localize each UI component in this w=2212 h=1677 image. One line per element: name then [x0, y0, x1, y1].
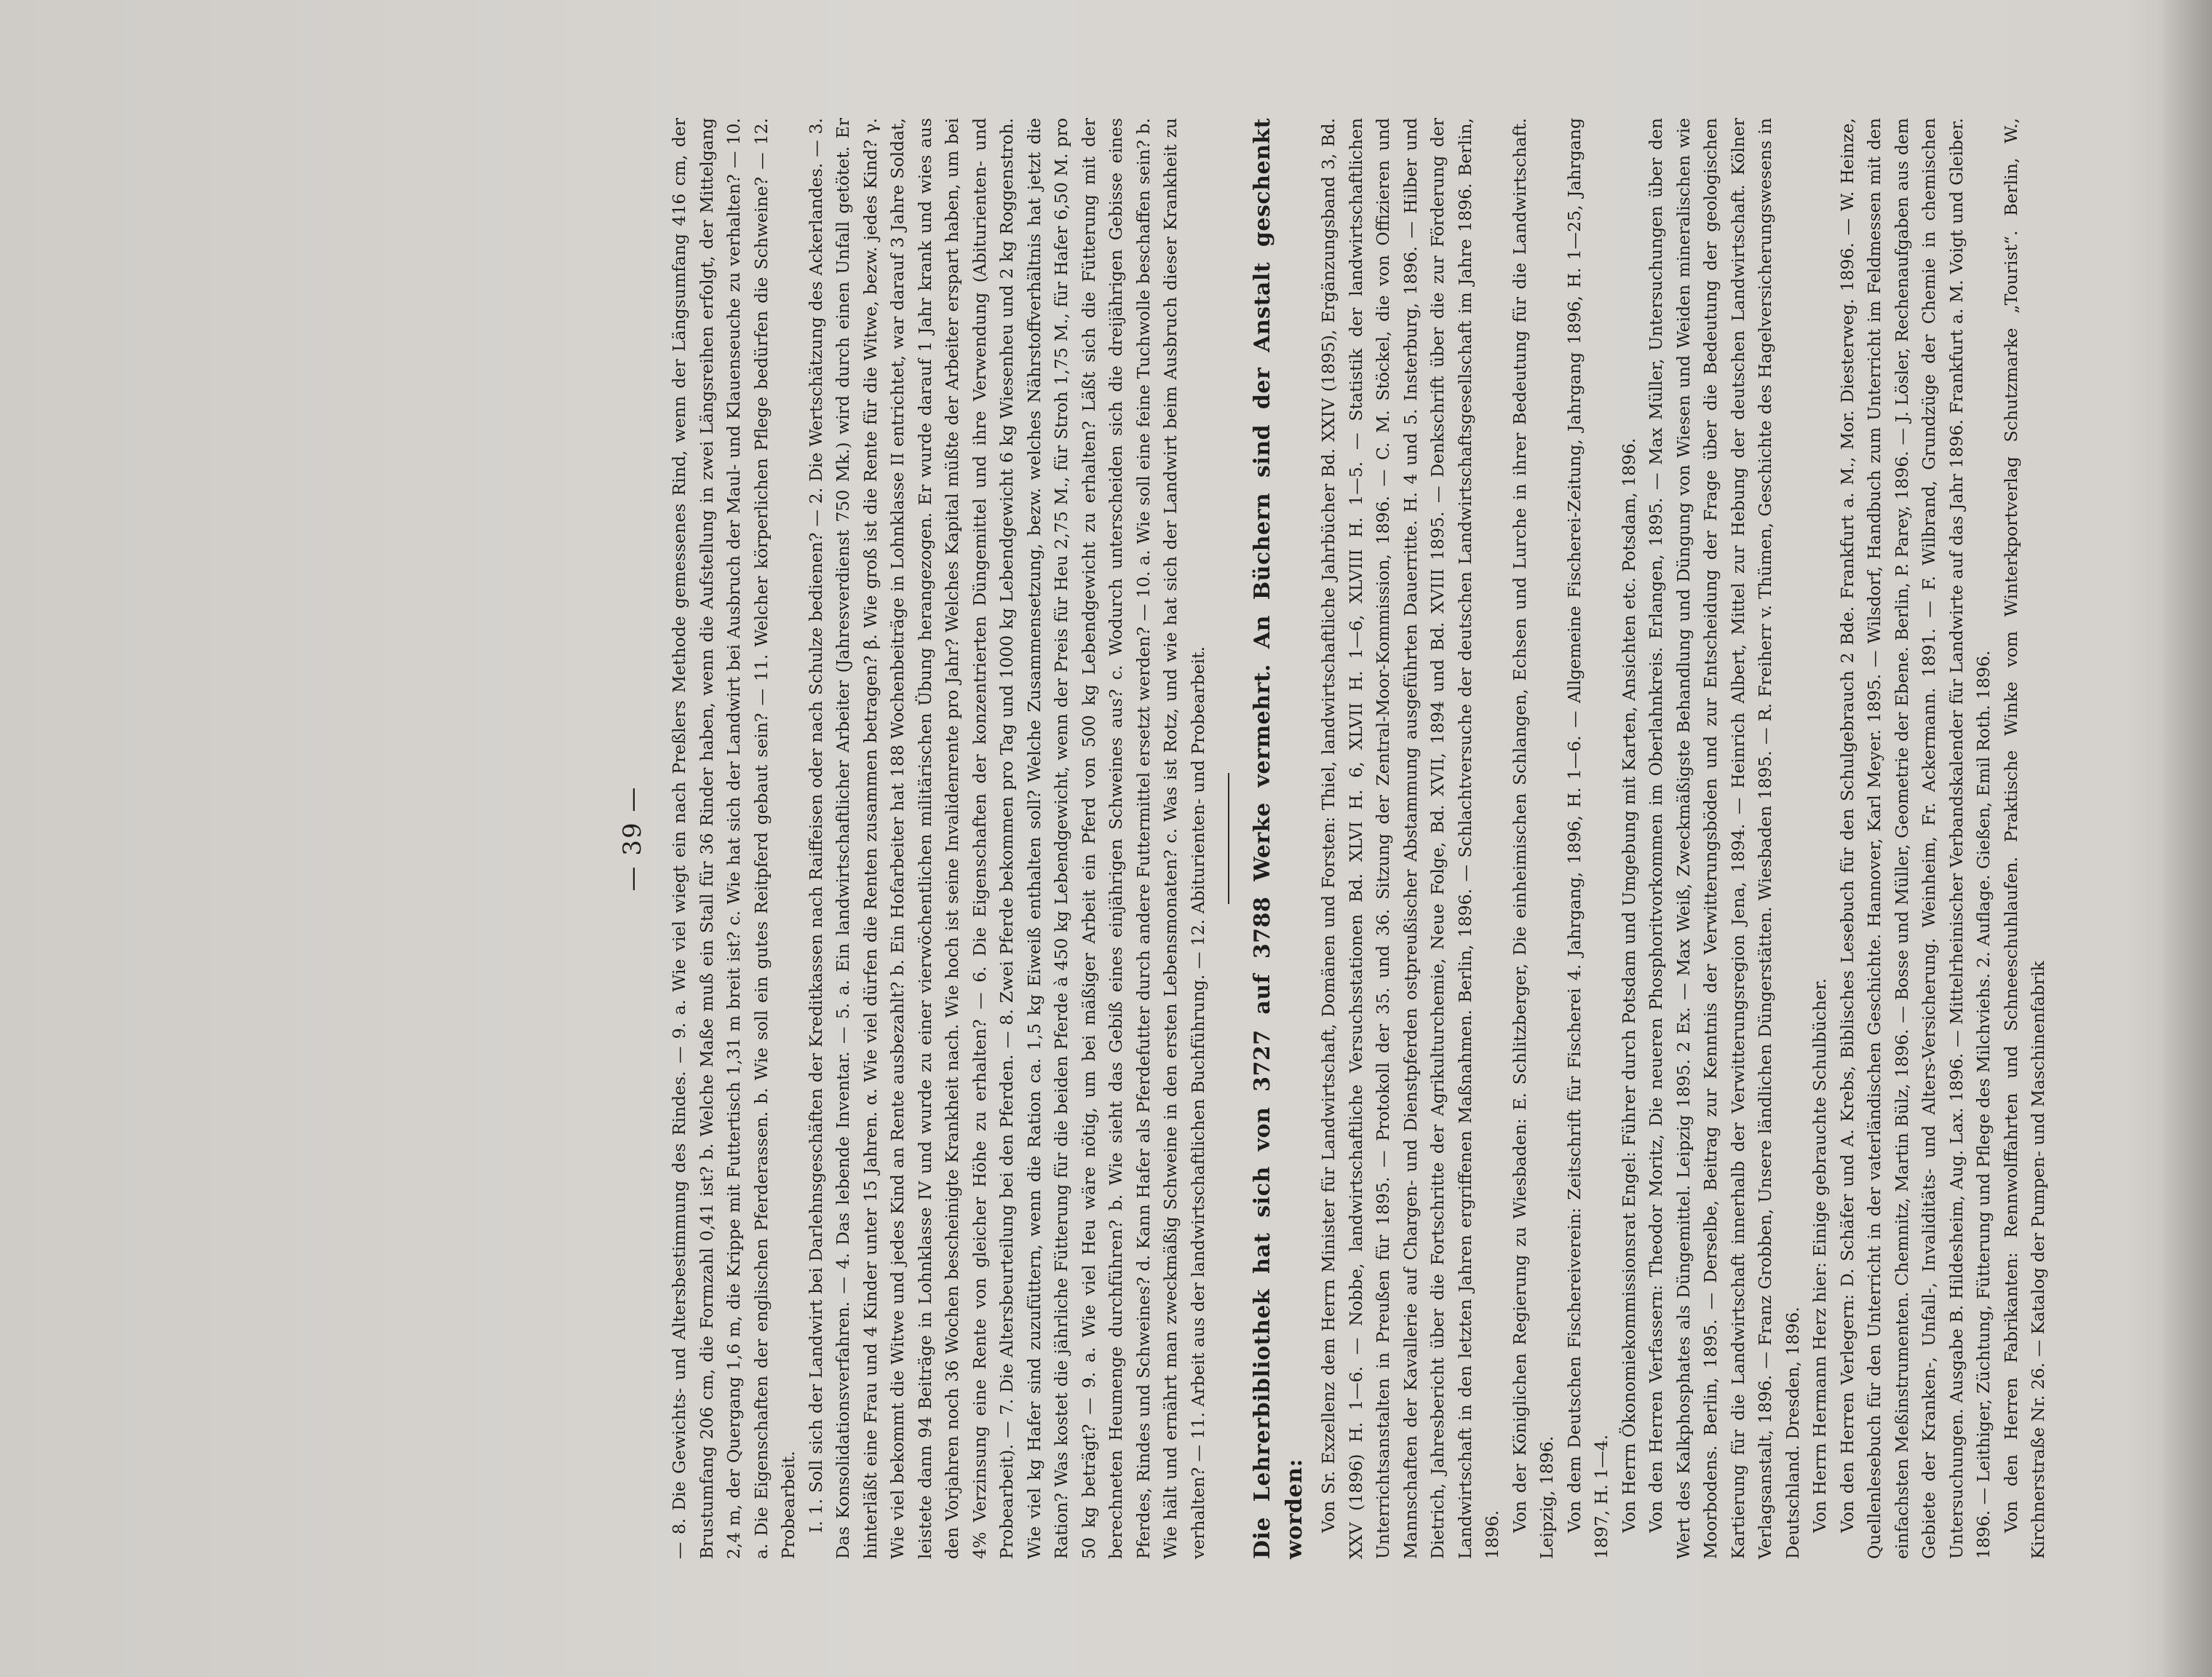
- library-heading: Die Lehrerbibliothek hat sich von 3727 auf 3788 Werke vermehrt. An Büchern sind der Anstalt geschenkt worden:: [1250, 118, 1307, 1559]
- exam-questions-paragraph: — 8. Die Gewichts- und Altersbestimmung des Rindes. — 9. a. Wie viel wiegt ein nach Preßlers Methode gemessenes Rind, wenn der Längsumfang 416 cm, der Brustumfang 206 cm, die Formzahl 0,41 ist? b. Welche Maße muß ein Stall für 36 Rinder haben, wenn die Aufstellung in zwei Längsreihen erfolgt, der Mittelgang 2,4 m, der Quergang 1,6 m, die Krippe mit Futtertisch 1,31 m breit ist? c. Wie hat sich der Landwirt bei Ausbruch der Maul- und Klauenseuche zu verhalten? — 10. a. Die Eigenschaften der englischen Pferderassen. b. Wie soll ein gutes Reitpferd gebaut sein? — 11. Welcher körperlichen Pflege bedürfen die Schweine? — 12. Probearbeit.: [669, 118, 798, 1559]
- library-entry: Von den Herren Verfassern: Theodor Moritz, Die neueren Phosphoritvorkommen im Oberlahnkreis. Erlangen, 1895. — Max Müller, Untersuchungen über den Wert des Kalkphosphates als Düngemittel. Leipzig 1895. 2 Ex. — Max Weiß, Zweckmäßigste Behandlung und Düngung von Wiesen und Weiden mineralischen wie Moorbodens. Berlin, 1895. — Derselbe, Beitrag zur Kenntnis der Verwitterungsböden und zur Entscheidung der Frage über die Bedeutung der geologischen Kartierung für die Landwirtschaft innerhalb der Verwitterungsregion Jena, 1894. — Heinrich Albert, Mittel zur Hebung der deutschen Landwirtschaft. Kölner Verlagsanstalt, 1896. — Franz Grobben, Unsere ländlichen Düngerstätten. Wiesbaden 1895. — R. Freiherr v. Thümen, Geschichte des Hagelversicherungswesens in Deutschland. Dresden, 1896.: [1646, 118, 1803, 1559]
- page-edge-shadow: [2161, 0, 2212, 1677]
- library-entry: Von Herrn Hermann Herz hier: Einige gebrauchte Schulbücher.: [1809, 978, 1830, 1533]
- library-entry: Von der Königlichen Regierung zu Wiesbaden: E. Schlitzberger, Die einheimischen Schlangen, Echsen und Lurche in ihrer Bedeutung für die Landwirtschaft. Leipzig, 1896.: [1509, 118, 1557, 1559]
- library-entry: Von Sr. Exzellenz dem Herrn Minister für Landwirtschaft, Domänen und Forsten: Thiel, landwirtschaftliche Jahrbücher Bd. XXIV (1895), Ergänzungsband 3, Bd. XXV (1896) H. 1—6. — Nobbe, landwirtschaftliche Versuchsstationen Bd. XLVI H. 6, XLVII H. 1—6, XLVIII H. 1—5. — Statistik der landwirtschaftlichen Unterrichtsanstalten in Preußen für 1895. — Protokoll der 35. und 36. Sitzung der Zentral-Moor-Kommission, 1896. — C. M. Stöckel, die von Offizieren und Mannschaften der Kavallerie auf Chargen- und Dienstpferden ostpreußischer Abstammung ausgeführten Dauerritte. H. 4 und 5. Insterburg, 1896. — Hilber und Dietrich, Jahresbericht über die Fortschritte der Agrikulturchemie, Neue Folge, Bd. XVII, 1894 und Bd. XVIII 1895. — Denkschrift über die zur Förderung der Landwirtschaft in den letzten Jahren ergriffenen Maßnahmen. Berlin, 1896. — Schlachtversuche der deutschen Landwirtschaftsgesellschaft im Jahre 1896. Berlin, 1896.: [1318, 118, 1502, 1559]
- exam-questions-paragraph: I. 1. Soll sich der Landwirt bei Darlehnsgeschäften der Kreditkassen nach Raiffeisen oder nach Schulze bedienen? — 2. Die Wertschätzung des Ackerlandes. — 3. Das Konsolidationsverfahren. — 4. Das lebende Inventar. — 5. a. Ein landwirtschaftlicher Arbeiter (Jahresverdienst 750 Mk.) wird durch einen Unfall getötet. Er hinterläßt eine Frau und 4 Kinder unter 15 Jahren. α. Wie viel dürfen die Renten zusammen betragen? β. Wie groß ist die Rente für die Witwe, bezw. jedes Kind? γ. Wie viel bekommt die Witwe und jedes Kind an Rente ausbezahlt? b. Ein Hofarbeiter hat 188 Wochenbeiträge in Lohnklasse II entrichtet, war darauf 3 Jahre Soldat, leistete dann 94 Beiträge in Lohnklasse IV und wurde zu einer vierwöchentlichen militärischen Übung herangezogen. Er wurde darauf 1 Jahr krank und wies aus den Vorjahren noch 36 Wochen bescheinigte Krankheit nach. Wie hoch ist seine Invalidenrente pro Jahr? Welches Kapital müßte der Arbeiter erspart haben, um bei 4% Verzinsung eine Rente von gleicher Höhe zu erhalten? — 6. Die Eigenschaften der konzentrierten Düngemittel und ihre Verwendung (Abiturienten- und Probearbeit). — 7. Die Altersbeurteilung bei den Pferden. — 8. Zwei Pferde bekommen pro Tag und 1000 kg Lebendgewicht 6 kg Wiesenheu und 2 kg Roggenstroh. Wie viel kg Hafer sind zuzufüttern, wenn die Ration ca. 1,5 kg Eiweiß enthalten soll? Welche Zusammensetzung, bezw. welches Nährstoffverhältnis hat jetzt die Ration? Was kostet die jährliche Fütterung für die beiden Pferde à 450 kg Lebendgewicht, wenn der Preis für Heu 2,75 M., für Stroh 1,75 M., für Hafer 6,50 M. pro 50 kg beträgt? — 9. a. Wie viel Heu wäre nötig, um bei mäßiger Arbeit ein Pferd von 500 kg Lebendgewicht zu erhalten? Läßt sich die Fütterung mit der berechneten Heumenge durchführen? b. Wie sieht das Gebiß eines einjährigen Schweines aus? c. Wodurch unterscheiden sich die dreijährigen Gebisse eines Pferdes, Rindes und Schweines? d. Kann Hafer als Pferdefutter durch andere Futtermittel ersetzt werden? — 10. a. Wie soll eine feine Tuchwolle beschaffen sein? b. Wie hält und ernährt man zweckmäßig Schweine in den ersten Lebensmonaten? c. Was ist Rotz, und wie hat sich der Landwirt beim Ausbruch dieser Krankheit zu verhalten? — 11. Arbeit aus der landwirtschaftlichen Buchführung. — 12. Abiturienten- und Probearbeit.: [805, 118, 1208, 1559]
- library-entry: Von dem Deutschen Fischereiverein: Zeitschrift für Fischerei 4. Jahrgang, 1896, H. 1—6. — Allgemeine Fischerei-Zeitung, Jahrgang 1896, H. 1—25, Jahrgang 1897, H. 1—4.: [1563, 118, 1612, 1559]
- library-entry: Von Herrn Ökonomiekommissionsrat Engel: Führer durch Potsdam und Umgebung mit Karten, Ansichten etc. Potsdam, 1896.: [1618, 437, 1639, 1533]
- page-number: — 39 —: [618, 785, 647, 892]
- section-divider: [1228, 773, 1229, 904]
- rotated-page-content: [596, 74, 2048, 1603]
- library-entry: Von den Herren Verlegern: D. Schäfer und A. Krebs, Biblisches Lesebuch für den Schulgebrauch 2 Bde. Frankfurt a. M., Mor. Diesterweg. 1896. — W. Heinze, Quellenlesebuch für den Unterricht in der vaterländischen Geschichte. Hannover, Karl Meyer. 1895. — Wilsdorf, Handbuch zum Unterricht im Feldmessen mit den einfachsten Meßinstrumenten. Chemnitz, Martin Bülz, 1896. — Bosse und Müller, Geometrie der Ebene. Berlin, P. Parey, 1896. — J. Lösler, Rechenaufgaben aus dem Gebiete der Kranken-, Unfall-, Invaliditäts- und Alters-Versicherung. Weinheim, Fr. Ackermann. 1891. — F. Wilbrand, Grundzüge der Chemie in chemischen Untersuchungen. Ausgabe B. Hildesheim, Aug. Lax. 1896. — Mittelrheinischer Verbandskalender für Landwirte auf das Jahr 1896. Frankfurt a. M. Voigt und Gleiber. 1896. — Leithiger, Züchtung, Fütterung und Pflege des Milchviehs. 2. Auflage. Gießen, Emil Roth. 1896.: [1836, 118, 1994, 1559]
- library-entry: Von den Herren Fabrikanten: Rennwolffahrten und Schneeschuhlaufen. Praktische Winke vom Winterkportverlag Schutzmarke „Tourist“. Berlin, W., Kirchnerstraße Nr. 26. — Katalog der Pumpen- und Maschinenfabrik: [2000, 118, 2048, 1559]
